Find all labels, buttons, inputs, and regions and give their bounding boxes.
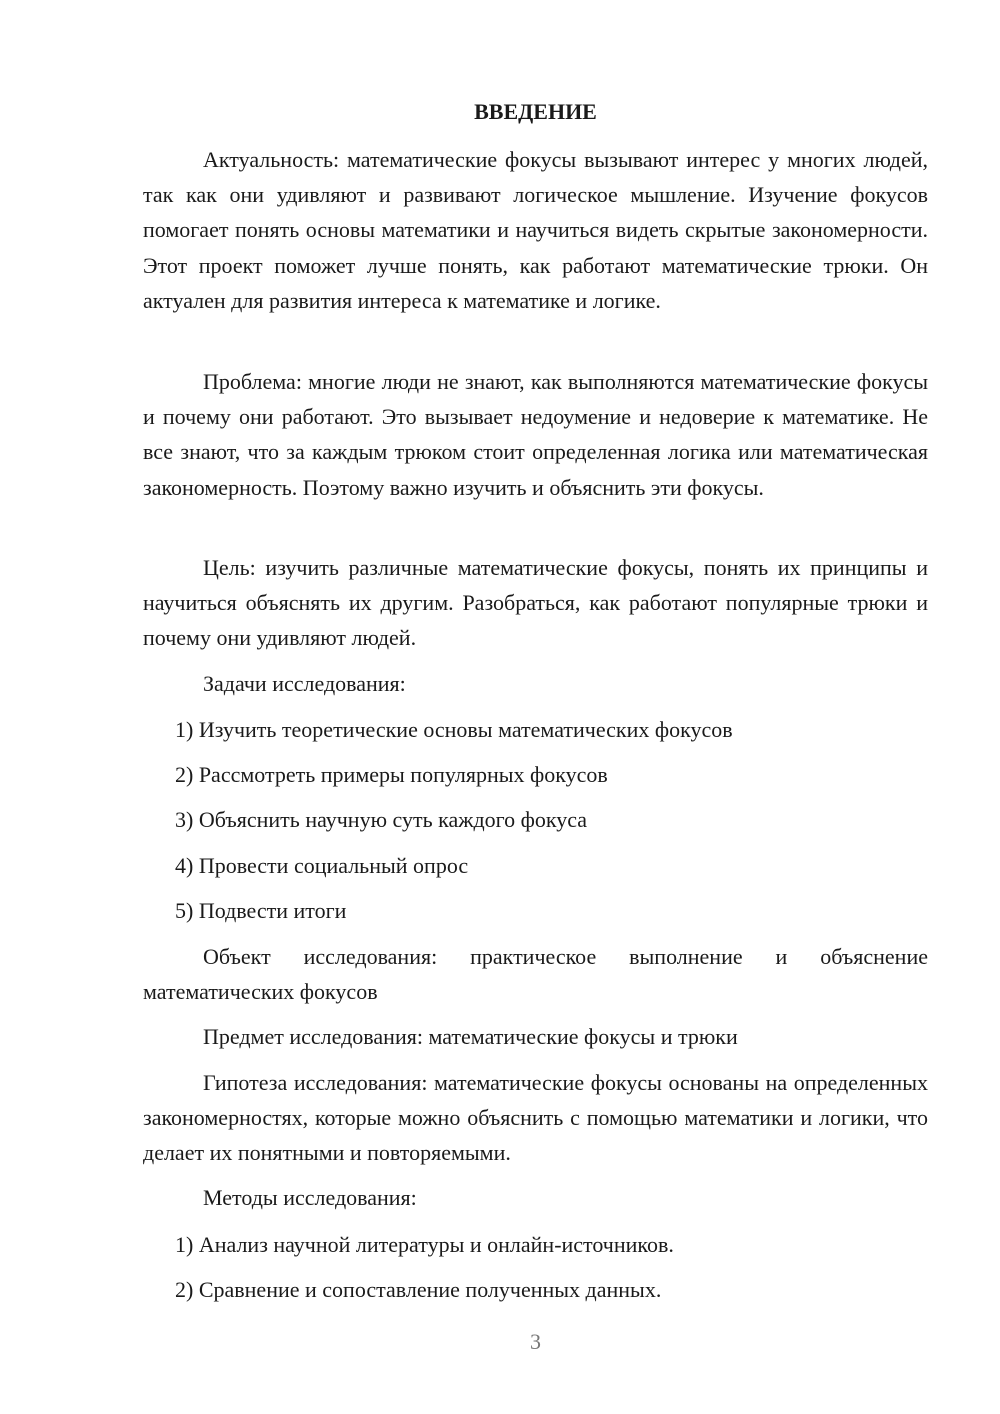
task-item-4: 4) Провести социальный опрос <box>175 853 469 878</box>
tasks-heading: Задачи исследования: <box>203 671 406 696</box>
task-item-5: 5) Подвести итоги <box>175 898 347 923</box>
methods-heading: Методы исследования: <box>203 1185 417 1210</box>
page-title: ВВЕДЕНИЕ <box>474 99 597 124</box>
goal-paragraph: Цель: изучить различные математические фокусы, понять их принципы и научиться объяснять их другим. Разобраться, как работают популярные трюки и почему они удивляют людей. <box>143 555 928 651</box>
problem-paragraph: Проблема: многие люди не знают, как выполняются математические фокусы и почему они работают. Это вызывает недоумение и недоверие к математике. Не все знают, что за каждым трюком стоит определенная логика или математическая закономерность. Поэтому важно изучить и объяснить эти фокусы. <box>143 369 928 500</box>
relevance-paragraph: Актуальность: математические фокусы вызывают интерес у многих людей, так как они удивляют и развивают логическое мышление. Изучение фокусов помогает понять основы математики и научиться видеть скрытые закономерности. Этот проект поможет лучше понять, как работают математические трюки. Он актуален для развития интереса к математике и логике. <box>143 147 928 313</box>
method-item-2: 2) Сравнение и сопоставление полученных данных. <box>175 1277 662 1302</box>
hypothesis-paragraph: Гипотеза исследования: математические фокусы основаны на определенных закономерностях, которые можно объяснить с помощью математики и логики, что делает их понятными и повторяемыми. <box>143 1070 928 1166</box>
research-object-paragraph: Объект исследования: практическое выполнение и объяснение математических фокусов <box>143 944 928 1005</box>
research-subject-paragraph: Предмет исследования: математические фокусы и трюки <box>203 1024 738 1049</box>
method-item-1: 1) Анализ научной литературы и онлайн-источников. <box>175 1232 674 1257</box>
page-number: 3 <box>530 1329 541 1354</box>
task-item-2: 2) Рассмотреть примеры популярных фокусов <box>175 762 608 787</box>
task-item-1: 1) Изучить теоретические основы математических фокусов <box>175 717 733 742</box>
task-item-3: 3) Объяснить научную суть каждого фокуса <box>175 807 588 832</box>
